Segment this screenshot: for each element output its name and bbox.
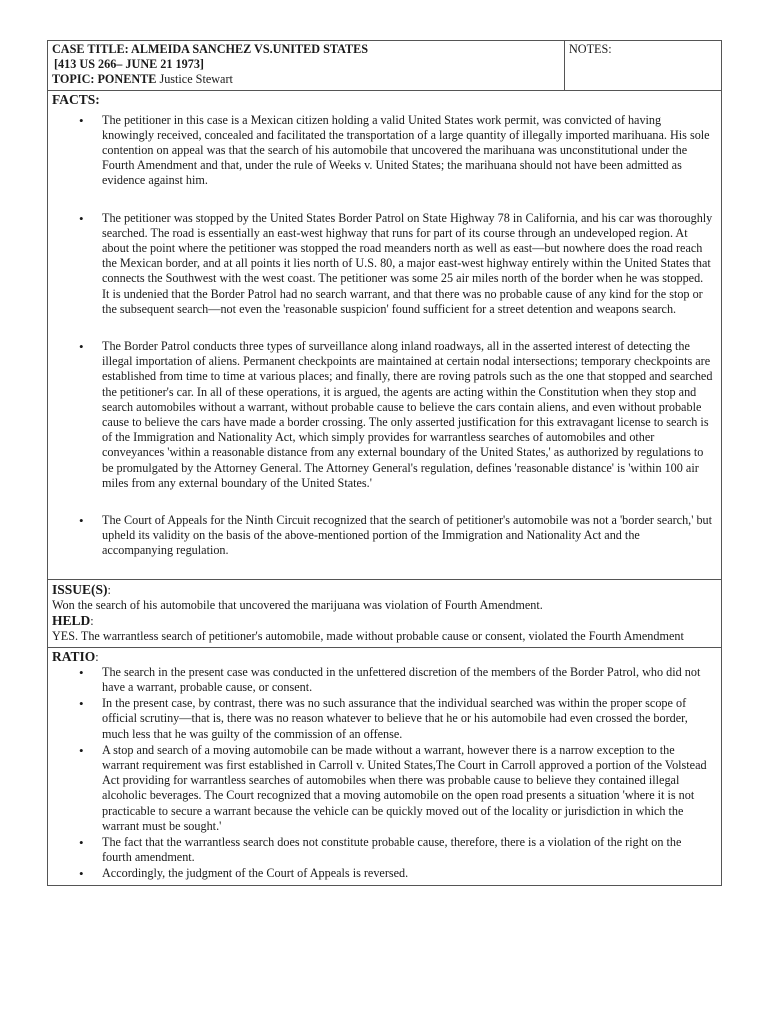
ratio-item: • In the present case, by contrast, there was no such assurance that the individual searched was within the proper scope of official scrutiny—that is, there was no reason whatever to believe that he or his automobile had even crossed the border, much less that he was guilty of the commission of an offense.	[52, 696, 717, 742]
ratio-colon: :	[95, 649, 99, 664]
held-label: HELD	[52, 613, 91, 629]
ratio-section	[48, 647, 721, 885]
case-title	[52, 42, 560, 57]
facts-section	[48, 90, 721, 579]
facts-list	[52, 113, 717, 559]
facts-item: • The Court of Appeals for the Ninth Circuit recognized that the search of petitioner's automobile was not a 'border search,' but upheld its validity on the basis of the above-mentioned portion of the Immigration and Nationality Act and the accompanying regulation.	[52, 513, 717, 559]
ratio-item: • Accordingly, the judgment of the Court of Appeals is reversed.	[52, 866, 717, 881]
issue-text: Won the search of his automobile that uncovered the marijuana was violation of Fourth Amendment.	[52, 597, 543, 612]
topic-label: TOPIC:	[52, 72, 95, 87]
notes-label: NOTES:	[569, 42, 612, 56]
held-heading	[52, 613, 717, 629]
case-title-label: CASE TITLE:	[52, 42, 129, 56]
facts-heading: FACTS:	[52, 91, 100, 107]
topic-line	[52, 72, 560, 87]
case-header	[48, 41, 565, 90]
case-digest-table	[47, 40, 722, 886]
issue-colon: :	[107, 582, 111, 597]
held-colon: :	[90, 614, 94, 629]
notes-cell	[565, 41, 721, 90]
header-row	[48, 41, 721, 90]
facts-item: • The petitioner in this case is a Mexican citizen holding a valid United States work permit, was convicted of having knowingly received, concealed and facilitated the transportation of a large quantity of illegally imported marihuana. His sole contention on appeal was that the search of his automobile that uncovered the marihuana was unconstitutional under the Fourth Amendment and that, under the rule of Weeks v. United States; the marihuana should not have been admitted as evidence against him.	[52, 113, 717, 189]
ratio-item: • The search in the present case was conducted in the unfettered discretion of the members of the Border Patrol, who did not have a warrant, probable cause, or consent.	[52, 665, 717, 695]
ponente-label: PONENTE	[97, 72, 157, 87]
case-citation: [413 US 266– JUNE 21 1973]	[54, 57, 204, 72]
held-text: YES. The warrantless search of petitioner's automobile, made without probable cause or consent, violated the Fourth Amendment	[52, 629, 684, 644]
ratio-item: • The fact that the warrantless search does not constitute probable cause, therefore, there is a violation of the right on the fourth amendment.	[52, 835, 717, 865]
issue-heading	[52, 582, 717, 598]
ratio-list	[52, 665, 717, 882]
facts-item: • The Border Patrol conducts three types of surveillance along inland roadways, all in the asserted interest of detecting the illegal importation of aliens. Permanent checkpoints are maintained at certain nodal intersections; temporary checkpoints are established from time to time at various places; and finally, there are roving patrols such as the one that stopped and searched the petitioner's car. In all of these operations, it is argued, the agents are acting within the Constitution when they stop and search automobiles without a warrant, without probable cause to believe the cars contain aliens, and even without probable cause to believe the cars have made a border crossing. The only asserted justification for this extravagant license to search is of the Immigration and Nationality Act, which simply provides for warrantless searches of automobiles and other conveyances 'within a reasonable distance from any external boundary of the United States,' as authorized by regulations to be promulgated by the Attorney General. The Attorney General's regulation, defines 'reasonable distance' is 'within 100 air miles from any external boundary of the United States.'	[52, 339, 717, 491]
ponente-value: Justice Stewart	[159, 72, 233, 87]
facts-item: • The petitioner was stopped by the United States Border Patrol on State Highway 78 in California, and his car was thoroughly searched. The road is essentially an east-west highway that runs for part of its course through an undeveloped region. At about the point where the petitioner was stopped the road meanders north as well as east—but nowhere does the road reach the Mexican border, and at all points it lies north of U.S. 80, a major east-west highway entirely within the United States that connects the Southwest with the west coast. The petitioner was some 25 air miles north of the border when he was stopped. It is undenied that the Border Patrol had no search warrant, and that there was no probable cause of any kind for the stop or the subsequent search—not even the 'reasonable suspicion' found sufficient for a street detention and weapons search.	[52, 211, 717, 317]
issue-label: ISSUE(S)	[52, 581, 108, 597]
issue-held-section	[48, 579, 721, 647]
case-title-value: ALMEIDA SANCHEZ VS.UNITED STATES	[131, 42, 369, 56]
ratio-item: • A stop and search of a moving automobile can be made without a warrant, however there is a narrow exception to the warrant requirement was first established in Carroll v. United States,The Court in Carroll approved a portion of the Volstead Act providing for warrantless searches of automobiles when there was probable cause to believe they contained illegal alcoholic beverages. The Court recognized that a moving automobile on the open road presents a situation 'where it is not practicable to secure a warrant because the vehicle can be quickly moved out of the locality or jurisdiction in which the warrant must be sought.'	[52, 743, 717, 834]
ratio-heading	[52, 649, 717, 665]
ratio-label: RATIO	[52, 648, 96, 664]
